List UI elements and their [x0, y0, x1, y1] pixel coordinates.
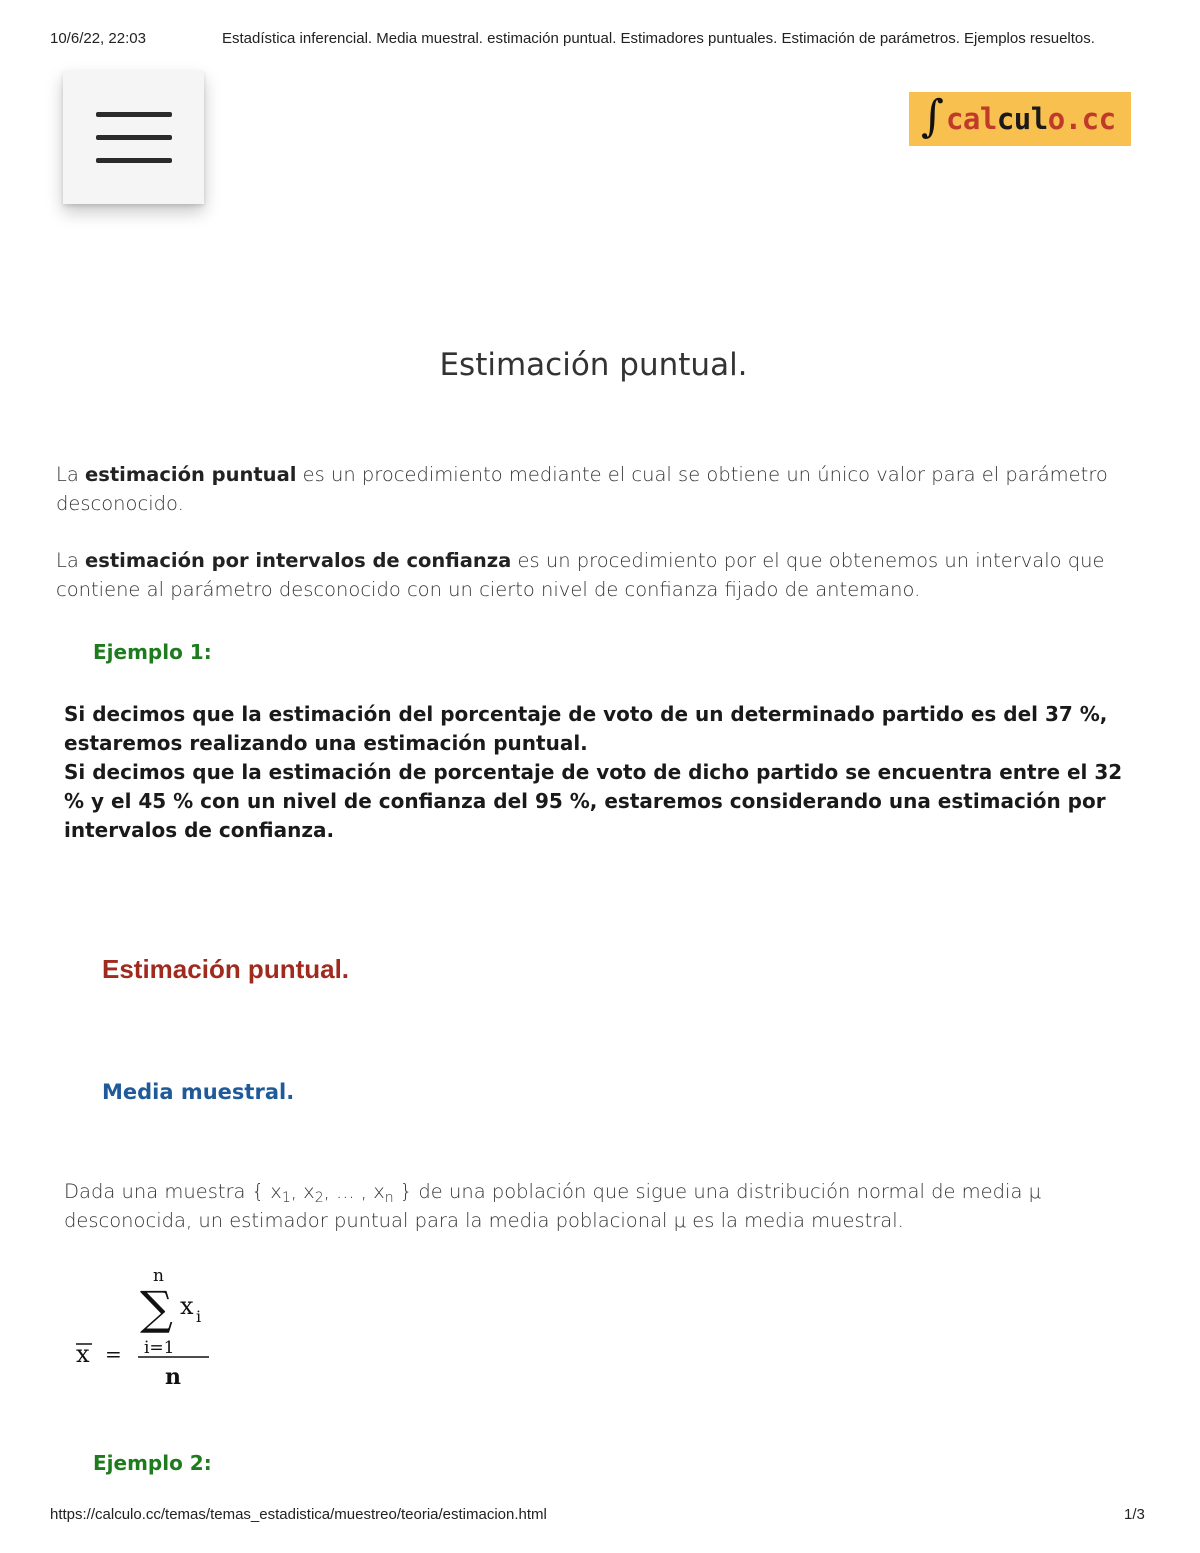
- menu-button[interactable]: [63, 71, 204, 204]
- sample-mean-formula: [72, 1258, 222, 1393]
- logo-text: calculo.cc: [945, 101, 1116, 136]
- sigma-icon: ∑: [140, 1281, 173, 1335]
- paragraph-estimacion-puntual: La estimación puntual es un procedimiento mediante el cual se obtiene un único valor para el parámetro desconocido.: [56, 463, 1108, 515]
- page-title: Estimación puntual.: [439, 347, 748, 383]
- formula-lower-limit: i=1: [144, 1338, 175, 1358]
- example-1-line-2: Si decimos que la estimación de porcentaje de voto de dicho partido se encuentra entre el 32 % y el 45 % con un nivel de confianza del 95 %, estaremos considerando una estimación por intervalos de confianza.: [64, 760, 1123, 842]
- paragraph-media-muestral: Dada una muestra { $x_1$, $x_2$, ... , $x_n$ } de una población que sigue una distribución normal de media μ desconocida, un estimador puntual para la media poblacional μ es la media muestral.: [64, 1180, 1042, 1232]
- formula-denominator: n: [165, 1364, 181, 1390]
- example-1-heading: Ejemplo 1:: [93, 640, 212, 664]
- example-1-body: [64, 700, 1144, 845]
- subsection-title-media-muestral: Media muestral.: [102, 1080, 295, 1104]
- formula-lhs: x: [76, 1340, 90, 1368]
- integral-logo-icon: ∫: [921, 91, 944, 142]
- print-footer-url: https://calculo.cc/temas/temas_estadistica/muestreo/teoria/estimacion.html: [50, 1506, 547, 1523]
- example-2-heading: Ejemplo 2:: [93, 1451, 212, 1475]
- print-date: 10/6/22, 22:03: [50, 30, 146, 47]
- paragraph-estimacion-intervalos: La estimación por intervalos de confianza es un procedimiento por el que obtenemos un intervalo que contiene al parámetro desconocido con un cierto nivel de confianza fijado de antemano.: [56, 549, 1105, 601]
- print-page-number: 1/3: [1124, 1506, 1145, 1523]
- print-page-title: Estadística inferencial. Media muestral. estimación puntual. Estimadores puntuales. Estimación de parámetros. Ejemplos resueltos.: [222, 30, 1095, 47]
- section-title-estimacion-puntual: Estimación puntual.: [102, 954, 350, 984]
- formula-equals: =: [105, 1342, 122, 1366]
- hamburger-menu-icon: [95, 108, 173, 168]
- formula-term: x: [180, 1292, 194, 1320]
- formula-upper-limit: n: [153, 1266, 164, 1286]
- site-logo[interactable]: [909, 92, 1131, 146]
- formula-term-subscript: i: [196, 1307, 202, 1326]
- example-1-line-1: Si decimos que la estimación del porcentaje de voto de un determinado partido es del 37 %, estaremos realizando una estimación puntual.: [64, 702, 1108, 755]
